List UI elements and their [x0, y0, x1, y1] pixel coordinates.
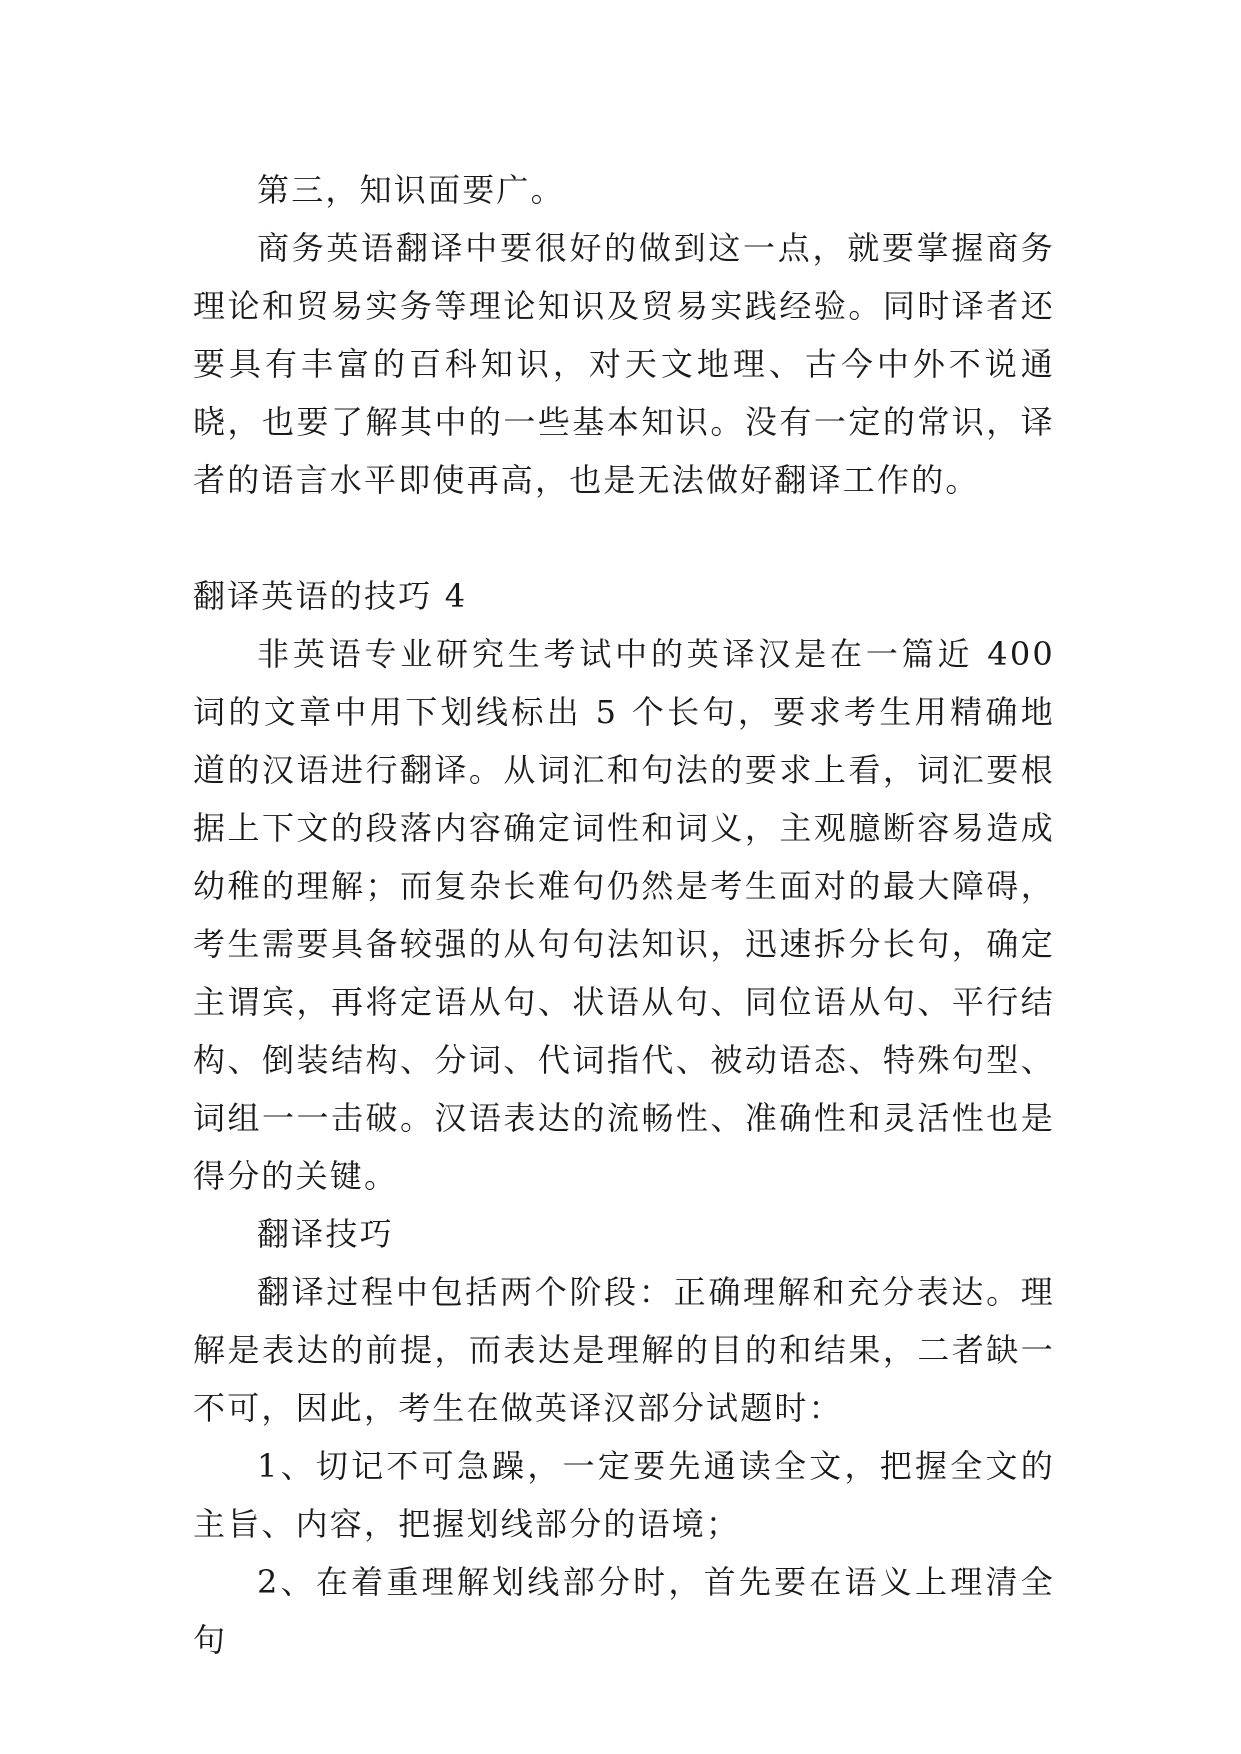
paragraph-knowledge-scope: 第三，知识面要广。 [257, 171, 565, 209]
list-item-2: 2、在着重理解划线部分时，首先要在语义上理清全句 [193, 1563, 1055, 1659]
section-heading: 翻译英语的技巧 4 [193, 577, 468, 615]
paragraph-exam-description: 非英语专业研究生考试中的英译汉是在一篇近 400 词的文章中用下划线标出 5 个长句，要求考生用精确地道的汉语进行翻译。从词汇和句法的要求上看，词汇要根据上下文的段落内容确定词性和词义，主观臆断容易造成幼稚的理解；而复杂长难句仍然是考生面对的最大障碍，考生需要具备较强的从句句法知识，迅速拆分长句，确定主谓宾，再将定语从句、状语从句、同位语从句、平行结构、倒装结构、分词、代词指代、被动语态、特殊句型、词组一一击破。汉语表达的流畅性、准确性和灵活性也是得分的关键。 [193, 635, 1055, 1195]
paragraph-business-translation: 商务英语翻译中要很好的做到这一点，就要掌握商务理论和贸易实务等理论知识及贸易实践经验。同时译者还要具有丰富的百科知识，对天文地理、古今中外不说通晓，也要了解其中的一些基本知识。没有一定的常识，译者的语言水平即使再高，也是无法做好翻译工作的。 [193, 229, 1055, 499]
document-body [193, 161, 1055, 1669]
paragraph-translation-process: 翻译过程中包括两个阶段：正确理解和充分表达。理解是表达的前提，而表达是理解的目的和结果，二者缺一不可，因此，考生在做英译汉部分试题时： [193, 1273, 1055, 1427]
subheading-translation-tips: 翻译技巧 [257, 1215, 394, 1253]
list-item-1: 1、切记不可急躁，一定要先通读全文，把握全文的主旨、内容，把握划线部分的语境； [193, 1447, 1055, 1543]
